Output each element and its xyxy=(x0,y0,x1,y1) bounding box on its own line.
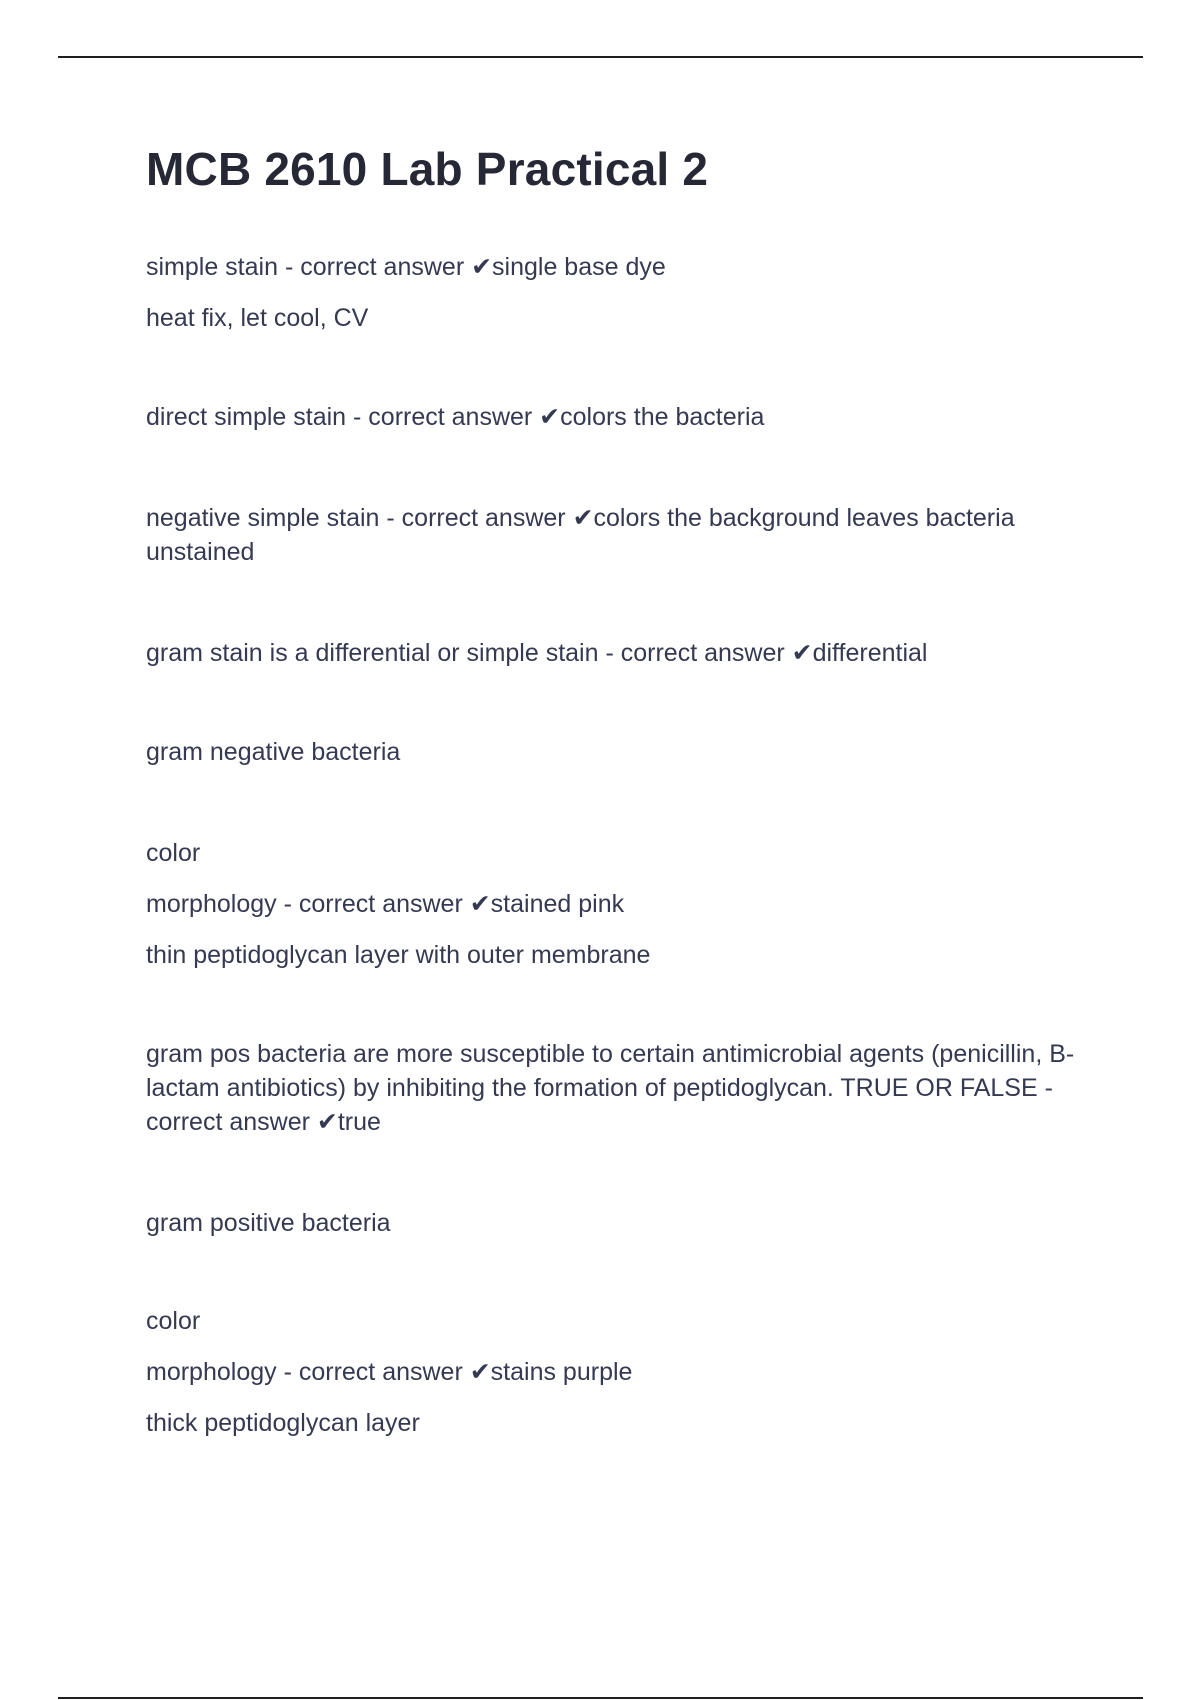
card-9-line-2: morphology - correct answer ✔stains purple xyxy=(146,1358,633,1386)
card-1-line-2: heat fix, let cool, CV xyxy=(146,304,369,332)
card-7-line-1: gram pos bacteria are more susceptible to certain antimicrobial agents (penicillin, B-lactam antibiotics) by inhibiting the formation of peptidoglycan. TRUE OR FALSE - correct answer ✔true xyxy=(146,1040,1075,1136)
card-2-line-1: direct simple stain - correct answer ✔colors the bacteria xyxy=(146,403,765,431)
card-4-line-1: gram stain is a differential or simple stain - correct answer ✔differential xyxy=(146,639,928,667)
card-6-line-3: thin peptidoglycan layer with outer membrane xyxy=(146,941,651,969)
card-6-line-1: color xyxy=(146,839,201,867)
top-rule xyxy=(58,56,1143,58)
card-6-line-2: morphology - correct answer ✔stained pink xyxy=(146,890,625,918)
card-3-line-1: negative simple stain - correct answer ✔colors the background leaves bacteria unstained xyxy=(146,504,1015,566)
card-9-line-3: thick peptidoglycan layer xyxy=(146,1409,420,1437)
card-9-line-1: color xyxy=(146,1307,201,1335)
card-8-line-1: gram positive bacteria xyxy=(146,1209,391,1237)
bottom-rule xyxy=(58,1697,1143,1699)
card-1-line-1: simple stain - correct answer ✔single base dye xyxy=(146,253,666,281)
card-5-line-1: gram negative bacteria xyxy=(146,738,401,766)
page-title: MCB 2610 Lab Practical 2 xyxy=(146,143,709,195)
